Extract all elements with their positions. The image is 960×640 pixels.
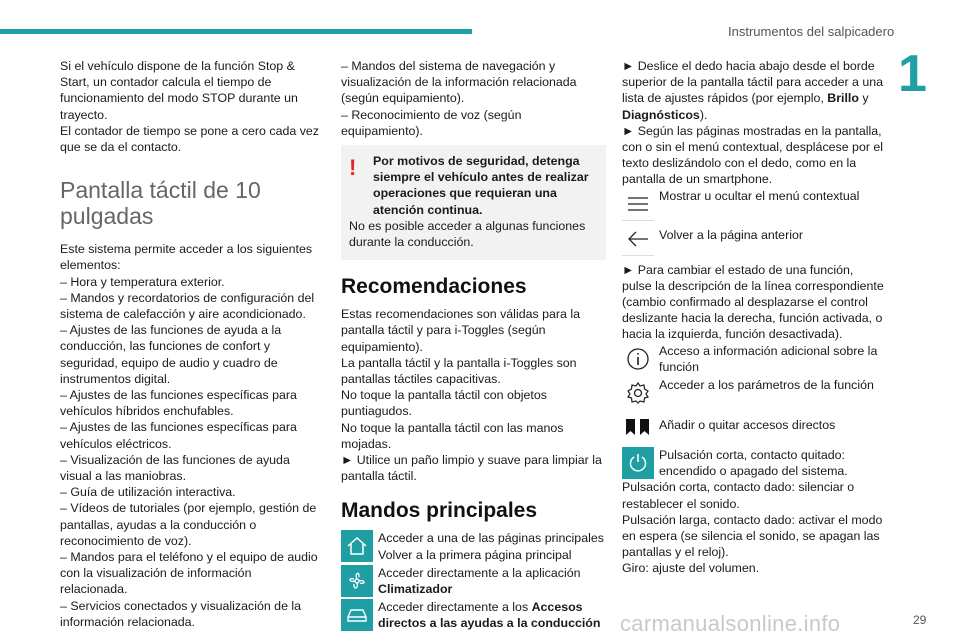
control-text: Acceder directamente a los xyxy=(378,600,532,615)
list-item: – Mandos para el teléfono y el equipo de audio con la visualización de información relacionada. xyxy=(60,550,318,597)
car-icon xyxy=(341,599,373,631)
header-accent-bar xyxy=(0,29,472,34)
power-item xyxy=(622,447,884,479)
fan-icon xyxy=(341,565,373,597)
menu-item xyxy=(622,188,884,221)
icon-description: Pulsación corta, contacto quitado: encendido o apagado del sistema. xyxy=(659,448,848,479)
menu-icon xyxy=(622,188,654,221)
info-icon xyxy=(622,343,654,375)
rec-line: Estas recomendaciones son válidas para la pantalla táctil y para i-Toggles (según equipamiento). xyxy=(341,307,580,354)
icon-description: Acceso a información adicional sobre la función xyxy=(659,343,878,374)
list-item: – Mandos y recordatorios de configuración del sistema de calefacción y aire acondicionado. xyxy=(60,290,315,322)
section-title: Instrumentos del salpicadero xyxy=(728,24,895,39)
rec-line: No toque la pantalla táctil con objetos puntiagudos. xyxy=(341,388,547,419)
control-home xyxy=(341,530,606,562)
power-icon xyxy=(622,447,654,479)
intro-line: Si el vehículo dispone de la función Stop & Start, un contador calcula el tiempo de funcionamiento del modo STOP durante un trayecto. xyxy=(60,59,298,122)
settings-item xyxy=(622,377,884,409)
warning-bold-text: Por motivos de seguridad, detenga siempre el vehículo antes de realizar operaciones que requieran una atención continua. xyxy=(373,154,589,217)
recommendations-heading: Recomendaciones xyxy=(341,275,527,299)
list-item: – Vídeos de tutoriales (por ejemplo, gestión de pantallas, ayudas a la conducción o reconocimiento de voz). xyxy=(60,501,317,548)
safety-warning xyxy=(341,145,606,260)
paragraph: Giro: ajuste del volumen. xyxy=(622,561,760,576)
control-text: Acceder a una de las páginas principales xyxy=(378,531,604,546)
rec-line: No toque la pantalla táctil con las manos mojadas. xyxy=(341,420,564,451)
control-text: Volver a la primera página principal xyxy=(378,547,572,562)
warning-icon: ! xyxy=(349,155,357,181)
control-climate xyxy=(341,565,606,597)
list-item: – Ajustes de las funciones específicas para vehículos híbridos enchufables. xyxy=(60,388,297,419)
chapter-number: 1 xyxy=(898,45,927,103)
icon-description: Añadir o quitar accesos directos xyxy=(659,418,836,433)
shortcut-item xyxy=(622,411,884,443)
intro-line: El contador de tiempo se pone a cero cada vez que se da el contacto. xyxy=(60,123,319,155)
column-1 xyxy=(60,58,322,630)
lead-text: Este sistema permite acceder a los siguientes elementos: xyxy=(60,242,313,273)
paragraph: ► Para cambiar el estado de una función, pulse la descripción de la línea correspondiente (cambio confirmado al desplazarse el control deslizante hacia la derecha, función activada, o hacia la izquierda, función desactivada). xyxy=(622,262,884,342)
list-item: – Mandos del sistema de navegación y visualización de la información relacionada (según equipamiento). xyxy=(341,59,577,106)
back-item xyxy=(622,223,884,256)
control-driving-aids xyxy=(341,599,606,631)
list-item: – Visualización de las funciones de ayuda visual a las maniobras. xyxy=(60,452,290,484)
section-heading: Pantalla táctil de 10 pulgadas xyxy=(60,177,261,230)
list-item: – Servicios conectados y visualización de la información relacionada. xyxy=(60,598,302,629)
list-item: – Reconocimiento de voz (según equipamiento). xyxy=(341,107,522,138)
gear-icon xyxy=(622,377,654,409)
home-icon xyxy=(341,530,373,562)
icon-description: Acceder a los parámetros de la función xyxy=(659,378,874,393)
paragraph: Pulsación corta, contacto dado: silenciar o restablecer el sonido. xyxy=(622,480,855,511)
paragraph: ► Según las páginas mostradas en la pantalla, con o sin el menú contextual, desplácese por el texto deslizándolo con el dedo, como en la pantalla de un smartphone. xyxy=(622,123,884,187)
list-item: – Hora y temperatura exterior. xyxy=(60,274,225,289)
bookmark-icon xyxy=(622,411,654,443)
list-item: – Guía de utilización interactiva. xyxy=(60,485,236,500)
warning-text: No es posible acceder a algunas funciones durante la conducción. xyxy=(349,218,586,250)
main-controls-heading: Mandos principales xyxy=(341,499,538,523)
column-2 xyxy=(341,58,606,632)
control-text: Acceder directamente a la aplicación xyxy=(378,565,581,580)
control-text-bold: Climatizador xyxy=(378,582,453,597)
info-item xyxy=(622,343,884,375)
icon-description: Mostrar u ocultar el menú contextual xyxy=(659,188,860,203)
watermark: carmanualsonline.info xyxy=(620,611,841,636)
rec-line: La pantalla táctil y la pantalla i-Toggles son pantallas táctiles capacitivas. xyxy=(341,355,577,387)
paragraph: ► Deslice el dedo hacia abajo desde el borde superior de la pantalla táctil para acceder a una lista de ajustes rápidos (por ejemplo, Brillo y Diagnósticos). xyxy=(622,59,884,122)
column-3 xyxy=(622,58,884,577)
rec-line: ► Utilice un paño limpio y suave para limpiar la pantalla táctil. xyxy=(341,453,602,484)
back-arrow-icon xyxy=(622,223,654,256)
paragraph: Pulsación larga, contacto dado: activar el modo en espera (se silencia el sonido, se apagan las pantallas y el reloj). xyxy=(622,512,883,560)
list-item: – Ajustes de las funciones específicas para vehículos eléctricos. xyxy=(60,420,297,451)
page-number: 29 xyxy=(913,613,927,627)
list-item: – Ajustes de las funciones de ayuda a la conducción, las funciones de confort y seguridad, equipo de audio y cuadro de instrumentos digital. xyxy=(60,323,282,386)
icon-description: Volver a la página anterior xyxy=(659,227,803,242)
control-text-bold: Accesos directos a las ayudas a la conducción xyxy=(378,600,601,631)
